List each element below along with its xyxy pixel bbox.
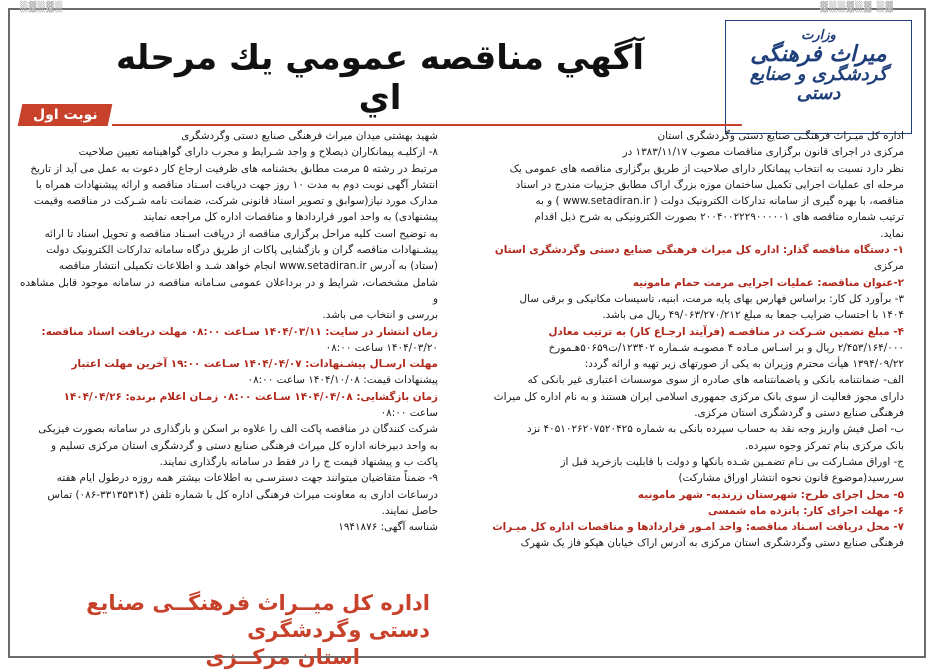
text-line: ساعت ۰۸:۰۰ xyxy=(380,407,438,420)
text-line: به واحد دبیرخانه اداره کل میراث فرهنگی صنایع دستی و گردشگری استان مرکزی تسلیم و xyxy=(50,439,438,452)
item-alef: الف- ضمانتنامه بانکی و یاضمانتنامه های صادره از سوی موسسات اعتباری غیر بانکی که xyxy=(527,374,904,387)
text-line: سررسید(موضوع قانون نحوه انتشار اوراق مشارکت) xyxy=(678,472,904,485)
section-9: ۹- ضمناً متقاضیان میتوانند جهت دسترسـی به اطلاعات بیشتر همه روزه درطول ایام هفته xyxy=(56,472,438,485)
submission-deadline: مهلت ارسـال پیشـنهادات: ۱۴۰۴/۰۴/۰۷ سـاعت ۱۹:۰۰ آخرین مهلت اعتبار xyxy=(71,358,438,371)
text-line: مرحله ای عملیات اجرایی تکمیل ساختمان موزه بزرگ اراک مطابق جزییات مندرج در اسناد xyxy=(515,178,904,191)
section-5: ۵- محل اجرای طرح: شهرستان زرندیه- شهر مامونیه xyxy=(637,488,904,501)
text-line: شهید بهشتی میدان میراث فرهنگی صنایع دستی وگردشگری xyxy=(181,130,438,142)
text-line: نماید. xyxy=(880,227,904,240)
text-line: اداره کل میـراث فرهنگـی صنایع دستی وگردشگری استان xyxy=(657,130,904,142)
item-jim: ج- اوراق مشـارکت بی نـام تضمـین شـده بانکها و دولت با قابلیت بازخرید قبل از xyxy=(560,455,904,468)
logo-line: میراث فرهنگی xyxy=(750,40,887,67)
text-line: ۱۴۰۴/۰۳/۲۰ ساعت ۰۸:۰۰ xyxy=(325,341,438,354)
text-line: مرتبط در رشته ۵ مرمت مطابق بخشنامه های ظرفیت ارجاع کار دعوت به عمل می آید از تاریخ xyxy=(30,162,438,175)
item-be: ب- اصل فیش واریز وجه نقد به حساب سپرده بانکی به شماره ۴۰۵۱۰۲۶۲۰۷۵۲۰۴۲۵ نزد xyxy=(526,423,904,436)
text-line: پاکت ب و پیشنهاد قیمت ج را در فقط در سامانه بارگذاری نمایند. xyxy=(159,455,438,468)
text-line: ۱۳۹۴/۰۹/۲۲ هیأت محترم وزیران به یکی از صورتهای زیر تهیه و ارائه گردد: xyxy=(584,358,904,371)
publish-date: زمان انتشار در سایت: ۱۴۰۴/۰۳/۱۱ سـاعت ۰۸:۰۰ مهلت دریافت اسناد مناقصه: xyxy=(41,325,438,338)
opening-date: زمان بازگشایی: ۱۴۰۴/۰۴/۰۸ سـاعت ۰۸:۰۰ زمـان اعلام برنده: ۱۴۰۴/۰۴/۲۶ xyxy=(63,390,438,403)
text-line: مرکزی در اجرای قانون برگزاری مناقصات مصوب ۱۳۸۳/۱۱/۱۷ در xyxy=(622,146,904,159)
text-line: حاصل نمایند. xyxy=(381,504,438,517)
text-line: شرکت کنندگان در مناقصه پاکت الف را علاوه بر اسکن و بارگذاری در سامانه بصورت فیزیکی xyxy=(38,423,438,436)
text-line: پیشنهادات قیمت: ۱۴۰۴/۱۰/۰۸ ساعت ۰۸:۰۰ xyxy=(247,374,438,387)
section-4: ۴- مبلغ تضمین شـرکت در مناقصـه (فرآیند ارجـاع کار) به ترتیب معادل xyxy=(548,325,904,338)
page-title: آگهي مناقصه عمومي يك مرحله اي xyxy=(115,38,645,118)
text-line: فرهنگی صنایع دستی و گردشگری استان مرکزی. xyxy=(694,407,904,420)
logo-line: گردشگری و صنایع دستی xyxy=(749,63,888,104)
left-column xyxy=(20,128,438,535)
section-6: ۶- مهلت اجرای کار: پانزده ماه شمسی xyxy=(708,504,904,517)
text-line: دارای مجوز فعالیت از سوی بانک مرکزی جمهوری اسلامی ایران هستند و به نام اداره کل میراث xyxy=(493,390,904,403)
org-line: اداره کل میــراث فرهنگــی صنایع دستی وگردشگری xyxy=(86,591,430,642)
section-3: ۳- برآورد کل کار: براساس فهارس بهای پایه مرمت، ابنیه، تاسیسات مکانیکی و برقی سال xyxy=(519,292,904,305)
round-badge xyxy=(18,104,113,126)
text-line: ۲/۴۵۳/۱۶۴/۰۰۰ ریال و بر اسـاس مـاده ۴ مصوبـه شـماره ۱۲۳۴۰۲/ت۵۰۶۵۹هـمورخ xyxy=(548,341,904,354)
text-line: مناقصه، با بهره گیری از سامانه تدارکات الکترونیک دولت ( www.setadiran.ir ) و به xyxy=(535,195,904,208)
text-line: نظر دارد نسبت به انتخاب پیمانکار دارای صلاحیت از طریق برگزاری مناقصه های عمومی یک xyxy=(509,162,904,175)
section-8: ۸- ازکلیـه پیمانکاران ذیصلاح و واجد شـرایط و مجرب دارای گواهینامه تعیین صلاحیت xyxy=(78,146,438,159)
text-line: فرهنگی صنایع دستی وگردشگری استان مرکزی به آدرس اراک خیابان هپکو فاز یک شهرک xyxy=(520,537,904,550)
text-line: شامل مشخصات، شرایط و در برداعلان عمومی سـامانه مناقصه در سامانه موجود قابل مشاهده و xyxy=(20,276,438,305)
text-line: به توضیح است کلیه مراحل برگزاری مناقصه از دریافت اسـناد مناقصه و تحویل اسناد تا ارائه xyxy=(44,227,438,240)
section-1: ۱- دستگاه مناقصه گذار: اداره کل میراث فرهنگی صنایع دستی وگردشگری استان xyxy=(494,244,904,257)
title-divider xyxy=(112,124,742,126)
text-line: پیشـنهادات مناقصه گران و بازگشایی پاکات از طریق درگاه سامانه تدارکات الکترونیک دولت xyxy=(46,244,438,257)
ministry-logo xyxy=(725,20,912,134)
watermark-bleed-left: ▒▓▒▓▒ xyxy=(20,2,64,13)
text-line: ترتیب شماره مناقصه های ۲۰۰۴۰۰۲۲۲۹۰۰۰۰۰۱ بصورت الکترونیکی به شرح ذیل اقدام xyxy=(534,211,904,224)
text-line: مرکزی xyxy=(873,260,904,273)
logo-line: وزارت xyxy=(801,28,836,43)
text-line: (ستاد) به آدرس www.setadiran.ir انجام خواهد شـد و اطلاعات تکمیلی انتشار مناقصه xyxy=(58,260,438,273)
text-line: درساعات اداری به معاونت میراث فرهنگی اداره کل با شماره تلفن (۳۳۱۳۵۳۱۴-۰۸۶) تماس xyxy=(47,488,438,501)
ad-id: شناسه آگهی: ۱۹۴۱۸۷۶ xyxy=(338,521,438,534)
watermark-bleed-right: ▓▒▒▓▒▓ ▒▓ xyxy=(820,2,894,13)
text-line: بانک مرکزی بنام تمرکز وجوه سپرده. xyxy=(744,439,904,452)
text-line: پیشنهادی) به واحد امور قراردادها و مناقصات اداره کل مراجعه نمایند xyxy=(143,211,438,224)
text-line: انتشار آگهی نوبت دوم به مدت ۱۰ روز جهت دریافت اسـناد مناقصه و ارائه پیشنهادات همراه با xyxy=(35,178,438,191)
round-badge-label: نوبت اول xyxy=(32,107,98,123)
text-line: بررسی و انتخاب می باشد. xyxy=(322,309,438,322)
org-line: استان مرکــزی xyxy=(205,645,360,669)
text-line: ۱۴۰۴ با احتساب ضرایب جمعا به مبلغ ۴۹/۰۶۳/۲۷۰/۲۱۲ ریال می باشد. xyxy=(602,309,904,322)
section-2: ۲-عنوان مناقصه: عملیات اجرایی مرمت حمام مامونیه xyxy=(632,276,904,289)
section-7: ۷- محل دریافت اسـناد مناقصه: واحد امـور قراردادها و مناقصات اداره کل میـراث xyxy=(492,521,904,534)
right-column xyxy=(484,128,904,552)
text-line: مدارک مورد نیاز(سوابق و تصویر اسناد قانونی شرکت، ضمانت نامه شـرکت در مناقصه وقیمت xyxy=(33,195,438,208)
issuing-organization xyxy=(20,590,430,671)
